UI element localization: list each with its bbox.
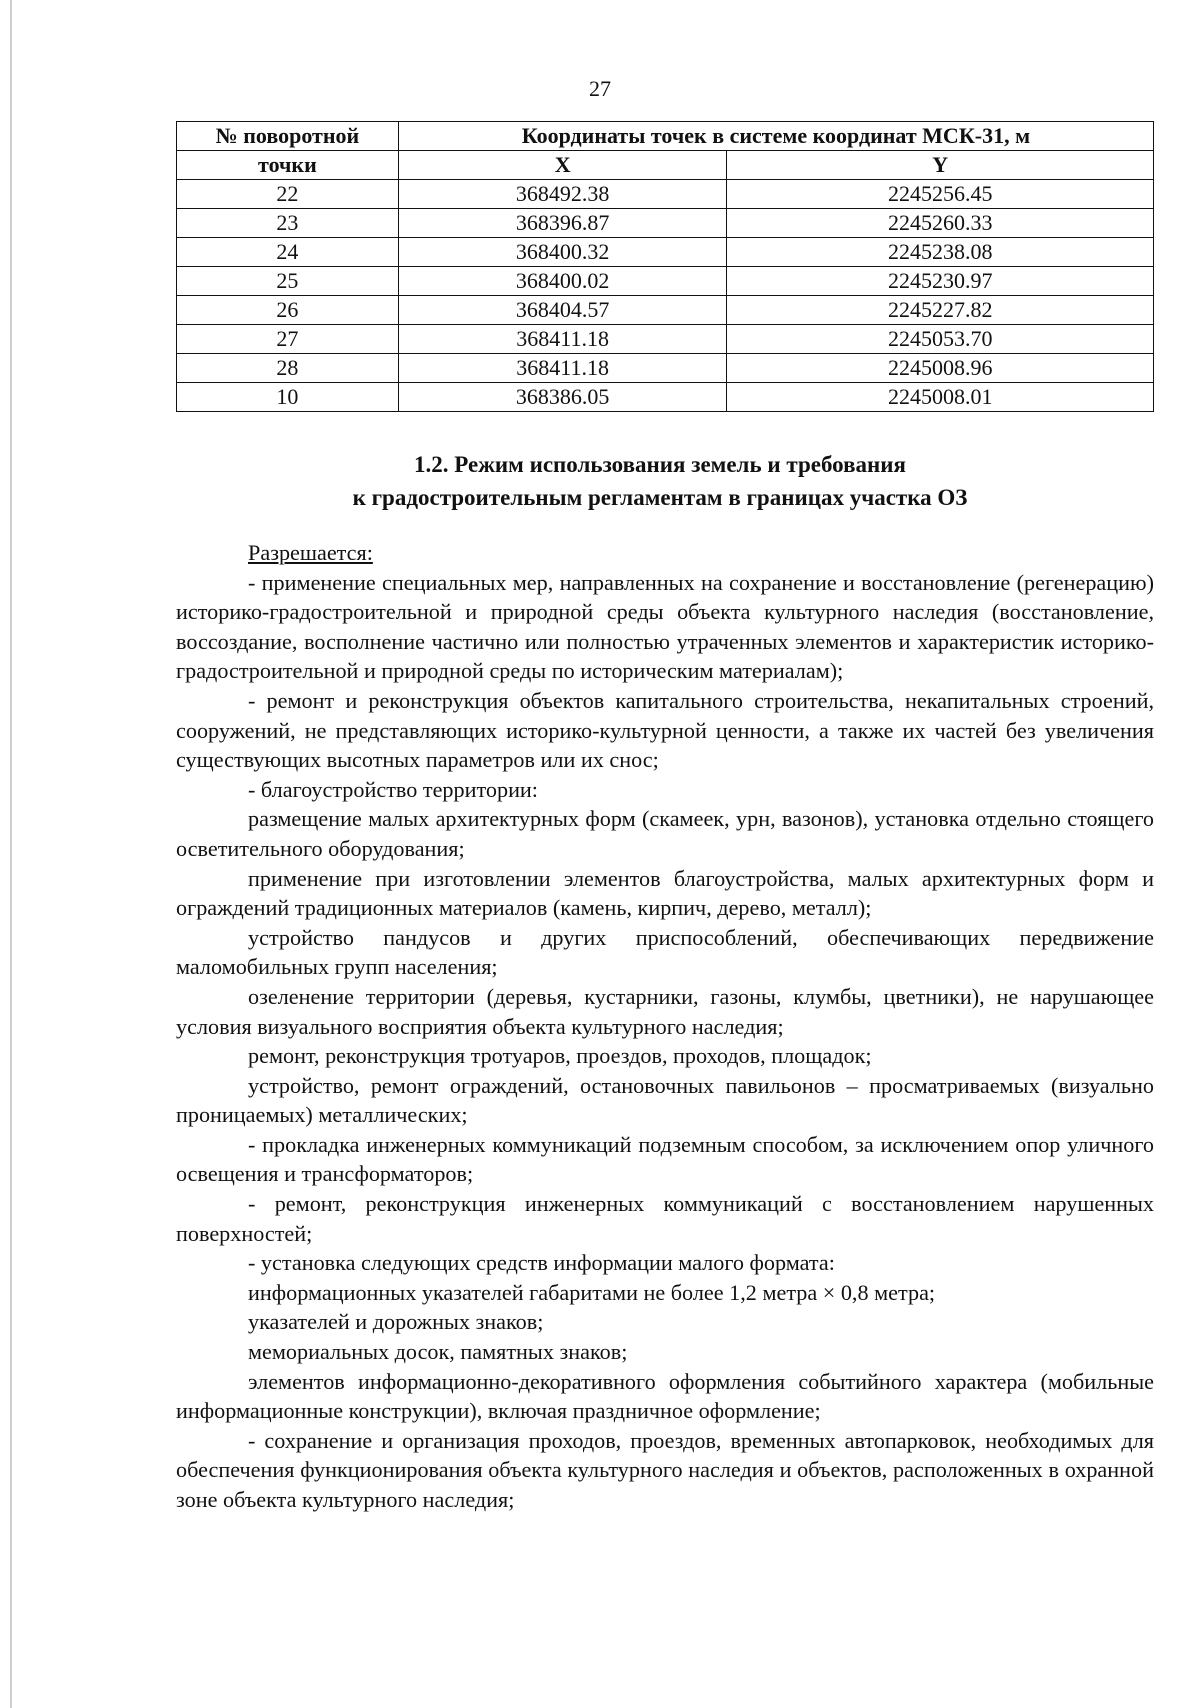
paragraph: - благоустройство территории: <box>248 776 538 802</box>
y-cell: 2245008.01 <box>727 383 1154 412</box>
header-coords-cell: Координаты точек в системе координат МСК-31, м <box>398 122 1153 151</box>
y-cell: 2245008.96 <box>727 354 1154 383</box>
x-cell: 368404.57 <box>398 296 727 325</box>
x-cell: 368400.32 <box>398 238 727 267</box>
header-y: Y <box>727 151 1154 180</box>
header-point-cell-2: точки <box>177 151 399 180</box>
body-text <box>176 538 1154 1515</box>
point-cell: 28 <box>177 354 399 383</box>
lead-paragraph: Разрешается: <box>248 540 373 565</box>
paragraph: - применение специальных мер, направленных на сохранение и восстановление (регенерацию) историко-градостроительной и природной среды объекта культурного наследия (восстановление, воссоздание, восполнение частично или полностью утраченных элементов и характеристик историко-градостроительной и природной среды по историческим материалам); <box>176 569 1154 684</box>
table-body <box>177 180 1154 412</box>
paragraph: - ремонт, реконструкция инженерных коммуникаций с восстановлением нарушенных поверхностей; <box>176 1191 1154 1246</box>
paragraph: - прокладка инженерных коммуникаций подземным способом, за исключением опор уличного освещения и трансформаторов; <box>176 1131 1154 1187</box>
paragraph: размещение малых архитектурных форм (скамеек, урн, вазонов), установка отдельно стоящего осветительного оборудования; <box>176 806 1154 861</box>
coordinates-table <box>176 121 1154 412</box>
x-cell: 368411.18 <box>398 325 727 354</box>
paragraph: - ремонт и реконструкция объектов капитального строительства, некапитальных строений, сооружений, не представляющих историко-культурной ценности, а также их частей без увеличения существующих высотных параметров или их снос; <box>176 687 1154 773</box>
table-header-row <box>177 122 1154 151</box>
section-title <box>160 448 1160 514</box>
paragraph: указателей и дорожных знаков; <box>248 1309 544 1335</box>
point-cell: 23 <box>177 209 399 238</box>
table-row <box>177 267 1154 296</box>
table-row <box>177 354 1154 383</box>
y-cell: 2245227.82 <box>727 296 1154 325</box>
x-cell: 368492.38 <box>398 180 727 209</box>
paragraph: информационных указателей габаритами не более 1,2 метра × 0,8 метра; <box>248 1279 936 1305</box>
table-row <box>177 180 1154 209</box>
header-x: X <box>398 151 727 180</box>
paragraph: применение при изготовлении элементов благоустройства, малых архитектурных форм и ограждений традиционных материалов (камень, кирпич, дерево, металл); <box>176 865 1154 921</box>
header-point-label: № поворотной <box>215 123 360 148</box>
paragraph: мемориальных досок, памятных знаков; <box>248 1339 628 1365</box>
table-row <box>177 209 1154 238</box>
point-cell: 24 <box>177 238 399 267</box>
paragraph: ремонт, реконструкция тротуаров, проездов, проходов, площадок; <box>248 1043 872 1069</box>
y-cell: 2245238.08 <box>727 238 1154 267</box>
table-row <box>177 325 1154 354</box>
point-cell: 26 <box>177 296 399 325</box>
point-cell: 10 <box>177 383 399 412</box>
y-cell: 2245260.33 <box>727 209 1154 238</box>
page-edge-line <box>10 0 12 1708</box>
y-cell: 2245053.70 <box>727 325 1154 354</box>
x-cell: 368386.05 <box>398 383 727 412</box>
section-title-line-1: 1.2. Режим использования земель и требования <box>414 452 906 477</box>
table-header-row <box>177 151 1154 180</box>
point-cell: 25 <box>177 267 399 296</box>
x-cell: 368400.02 <box>398 267 727 296</box>
point-cell: 22 <box>177 180 399 209</box>
paragraph: - сохранение и организация проходов, проездов, временных автопарковок, необходимых для обеспечения функционирования объекта культурного наследия и объектов, расположенных в охранной зоне объекта культурного наследия; <box>176 1427 1154 1512</box>
y-cell: 2245256.45 <box>727 180 1154 209</box>
page-number: 27 <box>589 76 611 101</box>
paragraph: элементов информационно-декоративного оформления событийного характера (мобильные информационные конструкции), включая праздничное оформление; <box>176 1368 1154 1424</box>
table-row <box>177 383 1154 412</box>
paragraph: озеленение территории (деревья, кустарники, газоны, клумбы, цветники), не нарушающее условия визуального восприятия объекта культурного наследия; <box>176 983 1154 1039</box>
section-title-line-2: к градостроительным регламентам в границах участка ОЗ <box>352 485 968 510</box>
paragraph: устройство, ремонт ограждений, остановочных павильонов – просматриваемых (визуально проницаемых) металлических; <box>176 1072 1154 1128</box>
paragraph: устройство пандусов и других приспособлений, обеспечивающих передвижение маломобильных групп населения; <box>176 924 1154 980</box>
x-cell: 368396.87 <box>398 209 727 238</box>
x-cell: 368411.18 <box>398 354 727 383</box>
header-point-cell <box>177 122 399 151</box>
y-cell: 2245230.97 <box>727 267 1154 296</box>
table-row <box>177 296 1154 325</box>
point-cell: 27 <box>177 325 399 354</box>
table-row <box>177 238 1154 267</box>
paragraph: - установка следующих средств информации малого формата: <box>248 1250 835 1276</box>
